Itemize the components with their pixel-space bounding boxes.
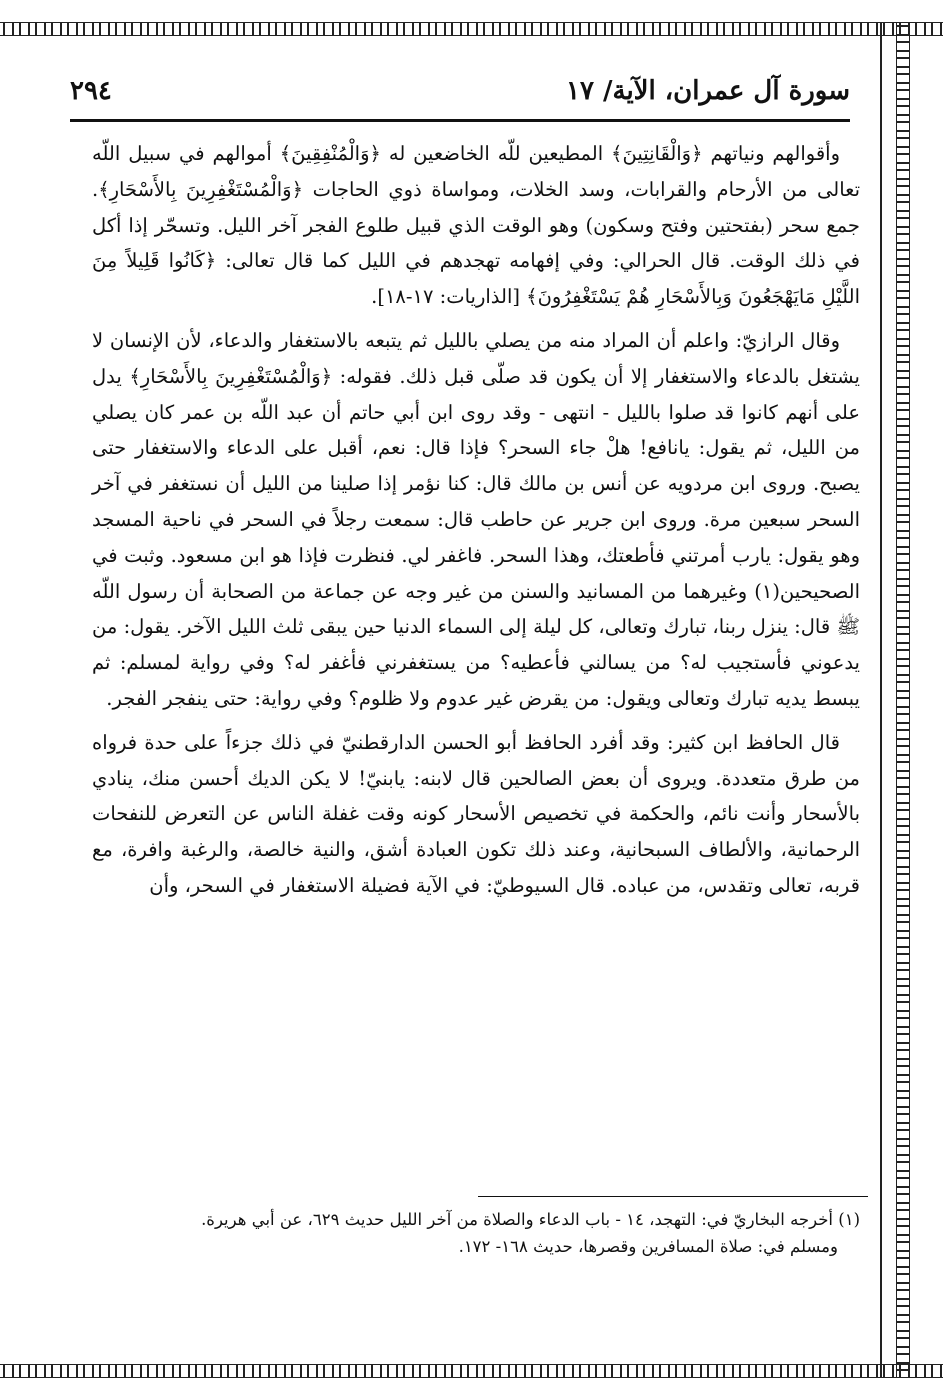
- decorative-border-right: [896, 22, 910, 1378]
- paragraph-1: وأقوالهم ونياتهم ﴿وَالْقَانِتِينَ﴾ المطيعين للّه الخاضعين له ﴿وَالْمُنْفِقِينَ﴾ أموالهم في سبيل اللّه تعالى من الأرحام والقرابات، وسد الخلات، ومواساة ذوي الحاجات ﴿وَالْمُسْتَغْفِرِينَ بِالأَسْحَارِ﴾. جمع سحر (بفتحتين وفتح وسكون) وهو الوقت الذي قبيل طلوع الفجر آخر الليل. وتسحّر إذا أكل في ذلك الوقت. قال الحرالي: وفي إفهامه تهجدهم في الليل كما قال تعالى: ﴿كَانُوا قَلِيلاً مِنَ اللَّيْلِ مَايَهْجَعُونَ وَبِالأَسْحَارِ هُمْ يَسْتَغْفِرُونَ﴾ [الذاريات: ١٧-١٨].: [92, 142, 860, 309]
- header-rule: [70, 119, 850, 122]
- page-number: ٢٩٤: [70, 76, 112, 106]
- footnotes: [92, 1206, 860, 1260]
- page-header: [70, 76, 850, 116]
- footnote-rule: [478, 1196, 868, 1197]
- decorative-border-bottom: [0, 1364, 943, 1378]
- decorative-border-top: [0, 22, 943, 36]
- footnote-1: (١) أخرجه البخاريّ في: التهجد، ١٤ - باب الدعاء والصلاة من آخر الليل حديث ٦٢٩، عن أبي هريرة.: [201, 1210, 860, 1229]
- main-text: [92, 136, 860, 912]
- paragraph-3: قال الحافظ ابن كثير: وقد أفرد الحافظ أبو الحسن الدارقطنيّ في ذلك جزءاً على حدة فرواه من طرق متعددة. ويروى أن بعض الصالحين قال لابنه: يابنيّ! لا يكن الديك أحسن منك، ينادي بالأسحار وأنت نائم، والحكمة في تخصيص الأسحار كونه وقت غفلة الناس عن التعرض للنفحات الرحمانية، والألطاف السبحانية، وعند ذلك تكون العبادة أشق، والنية خالصة، والرغبة وافرة، مع قربه، تعالى وتقدس، من عباده. قال السيوطيّ: في الآية فضيلة الاستغفار في السحر، وأن: [92, 730, 860, 897]
- paragraph-2: وقال الرازيّ: واعلم أن المراد منه من يصلي بالليل ثم يتبعه بالاستغفار والدعاء، لأن الإنسان لا يشتغل بالدعاء والاستغفار إلا أن يكون قد صلّى قبل ذلك. فقوله: ﴿وَالْمُسْتَغْفِرِينَ بِالأَسْحَارِ﴾ يدل على أنهم كانوا قد صلوا بالليل - انتهى - وقد روى ابن أبي حاتم أن عبد اللّه بن عمر كان يصلي من الليل، ثم يقول: يانافع! هلْ جاء السحر؟ فإذا قال: نعم، أقبل على الدعاء والاستغفار حتى يصبح. وروى ابن مردويه عن أنس بن مالك قال: كنا نؤمر إذا صلينا من الليل أن نستغفر في آخر السحر سبعين مرة. وروى ابن جرير عن حاطب قال: سمعت رجلاً في السحر في ناحية المسجد وهو يقول: يارب أمرتني فأطعتك، وهذا السحر. فاغفر لي. فنظرت فإذا هو ابن مسعود. وثبت في الصحيحين(١) وغيرهما من المسانيد والسنن من غير وجه عن جماعة من الصحابة أن رسول اللّه ﷺ قال: ينزل ربنا، تبارك وتعالى، كل ليلة إلى السماء الدنيا حين يبقى ثلث الليل الآخر. يقول: من يدعوني فأستجيب له؟ من يسالني فأعطيه؟ من يستغفرني فأغفر له؟ وفي رواية لمسلم: ثم يبسط يديه تبارك وتعالى ويقول: من يقرض غير عدوم ولا ظلوم؟ وفي رواية: حتى ينفجر الفجر.: [92, 328, 860, 710]
- decorative-border-inner-line: [880, 22, 882, 1378]
- footnote-1-continued: ومسلم في: صلاة المسافرين وقصرها، حديث ١٦٨- ١٧٢.: [458, 1237, 838, 1256]
- running-title: سورة آل عمران، الآية/ ١٧: [566, 76, 850, 106]
